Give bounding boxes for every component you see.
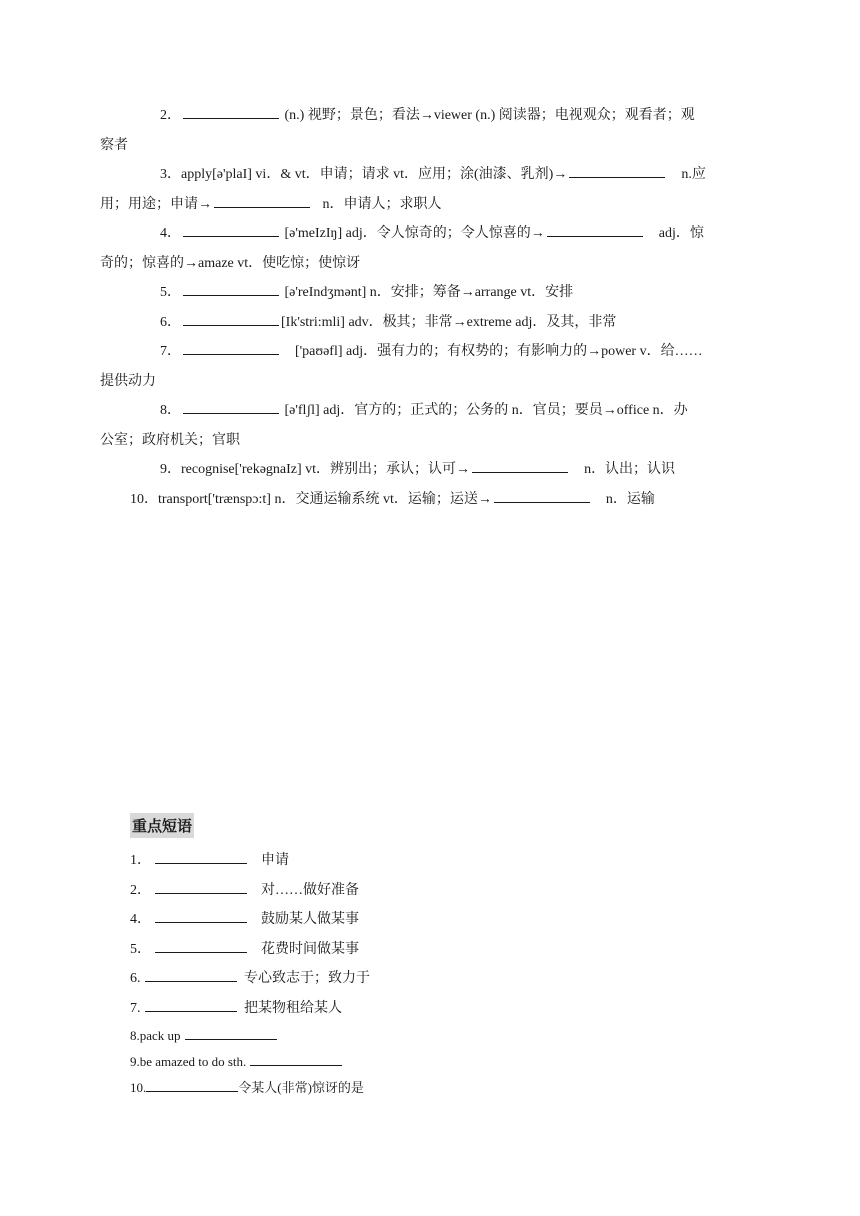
key-phrases-section: [130, 813, 730, 1101]
phrase-text: 8.pack up: [130, 1028, 181, 1043]
answer-blank[interactable]: [547, 224, 643, 237]
phrase-meaning: 花费时间做某事: [261, 941, 359, 957]
phrase-meaning: 专心致志于；致力于: [244, 971, 370, 986]
vocab-number: 7．: [160, 344, 181, 359]
answer-blank[interactable]: [185, 1027, 277, 1040]
phrase-item: [130, 1075, 730, 1101]
vocab-number: 6．: [160, 314, 181, 330]
vocab-text-cont: 察者: [100, 137, 128, 153]
vocab-number: 8．: [160, 403, 181, 418]
answer-blank[interactable]: [494, 490, 590, 503]
vocab-text: (n.) 视野；景色；看法→viewer (n.) 阅读器；电视观众；观看者；观: [284, 108, 695, 123]
vocab-text: n．运输: [602, 491, 655, 507]
vocab-item-4: [100, 219, 730, 278]
phrase-item: [130, 846, 730, 876]
vocab-text-cont: 奇的；惊喜的→amaze vt．使吃惊；使惊讶: [100, 255, 361, 271]
phrase-meaning: 鼓励某人做某事: [261, 912, 359, 927]
phrase-number: 7.: [130, 1000, 141, 1016]
vocab-item-8: [100, 396, 730, 455]
section-heading: 重点短语: [130, 813, 194, 838]
answer-blank[interactable]: [472, 460, 568, 473]
vocab-text: 10．transport['trænspɔ:t] n．交通运输系统 vt．运输；运送→: [130, 491, 492, 507]
phrase-number: 5．: [130, 941, 151, 957]
vocab-item-10: [130, 485, 730, 515]
phrase-item: [130, 994, 730, 1024]
vocab-text-cont: 提供动力: [100, 373, 156, 389]
answer-blank[interactable]: [183, 313, 279, 326]
vocab-text: n．申请人；求职人: [319, 196, 442, 212]
phrase-item: [130, 1049, 730, 1075]
phrase-item: [130, 1023, 730, 1049]
vocab-item-9: [130, 455, 730, 485]
phrase-meaning: 把某物租给某人: [244, 1000, 342, 1016]
vocab-text: 3．apply[ə'plaI] vi．& vt．申请；请求 vt．应用；涂(油漆、乳剂)→: [160, 167, 568, 182]
phrase-number: 1．: [130, 853, 151, 868]
vocabulary-list: [100, 101, 730, 514]
answer-blank[interactable]: [183, 283, 279, 296]
answer-blank[interactable]: [155, 940, 247, 953]
phrase-number: 10.: [130, 1080, 147, 1095]
vocab-text: adj．惊: [655, 226, 704, 241]
vocab-text: [ə'flʃl] adj．官方的；正式的；公务的 n．官员；要员→office n．办: [281, 403, 688, 418]
vocab-number: 4．: [160, 226, 181, 241]
phrase-meaning: 申请: [261, 853, 289, 868]
phrase-number: 2．: [130, 882, 151, 898]
answer-blank[interactable]: [145, 969, 237, 982]
phrase-item: [130, 876, 730, 906]
answer-blank[interactable]: [155, 851, 247, 864]
vocab-item-7: [100, 337, 730, 396]
phrase-number: 4．: [130, 912, 151, 927]
answer-blank[interactable]: [146, 1079, 238, 1092]
vocab-item-6: [130, 308, 730, 338]
vocab-number: 5．: [160, 285, 181, 300]
vocab-text-cont: 用；用途；申请→: [100, 196, 212, 212]
answer-blank[interactable]: [214, 195, 310, 208]
answer-blank[interactable]: [183, 401, 279, 414]
vocab-item-5: [130, 278, 730, 308]
vocab-number: 2．: [160, 108, 181, 123]
vocab-text: [ə'meIzIŋ] adj．令人惊奇的；令人惊喜的→: [281, 226, 545, 241]
answer-blank[interactable]: [250, 1053, 342, 1066]
answer-blank[interactable]: [183, 342, 279, 355]
phrase-meaning: 对……做好准备: [261, 882, 359, 898]
answer-blank[interactable]: [183, 224, 279, 237]
vocab-text: ['paʊəfl] adj．强有力的；有权势的；有影响力的→power v．给……: [291, 344, 703, 359]
phrase-item: [130, 964, 730, 994]
vocab-text: n．认出；认识: [580, 462, 676, 477]
vocab-text-cont: 公室；政府机关；官职: [100, 432, 240, 448]
phrase-item: [130, 905, 730, 935]
answer-blank[interactable]: [145, 999, 237, 1012]
answer-blank[interactable]: [155, 881, 247, 894]
answer-blank[interactable]: [155, 910, 247, 923]
vocab-text: [ə'reIndʒmənt] n．安排；筹备→arrange vt．安排: [281, 285, 574, 300]
vocab-text: [Ik'stri:mli] adv．极其；非常→extreme adj．及其，非常: [281, 314, 617, 330]
phrase-item: [130, 935, 730, 965]
answer-blank[interactable]: [569, 165, 665, 178]
phrase-meaning: 令某人(非常)惊讶的是: [238, 1080, 364, 1095]
phrase-number: 6.: [130, 971, 141, 986]
answer-blank[interactable]: [183, 106, 279, 119]
vocab-text: n.应: [677, 167, 706, 182]
phrase-text: 9.be amazed to do sth.: [130, 1054, 247, 1069]
vocab-item-2: [100, 101, 730, 160]
vocab-text: 9．recognise['rekəgnaIz] vt．辨别出；承认；认可→: [160, 462, 471, 477]
vocab-item-3: [100, 160, 730, 219]
